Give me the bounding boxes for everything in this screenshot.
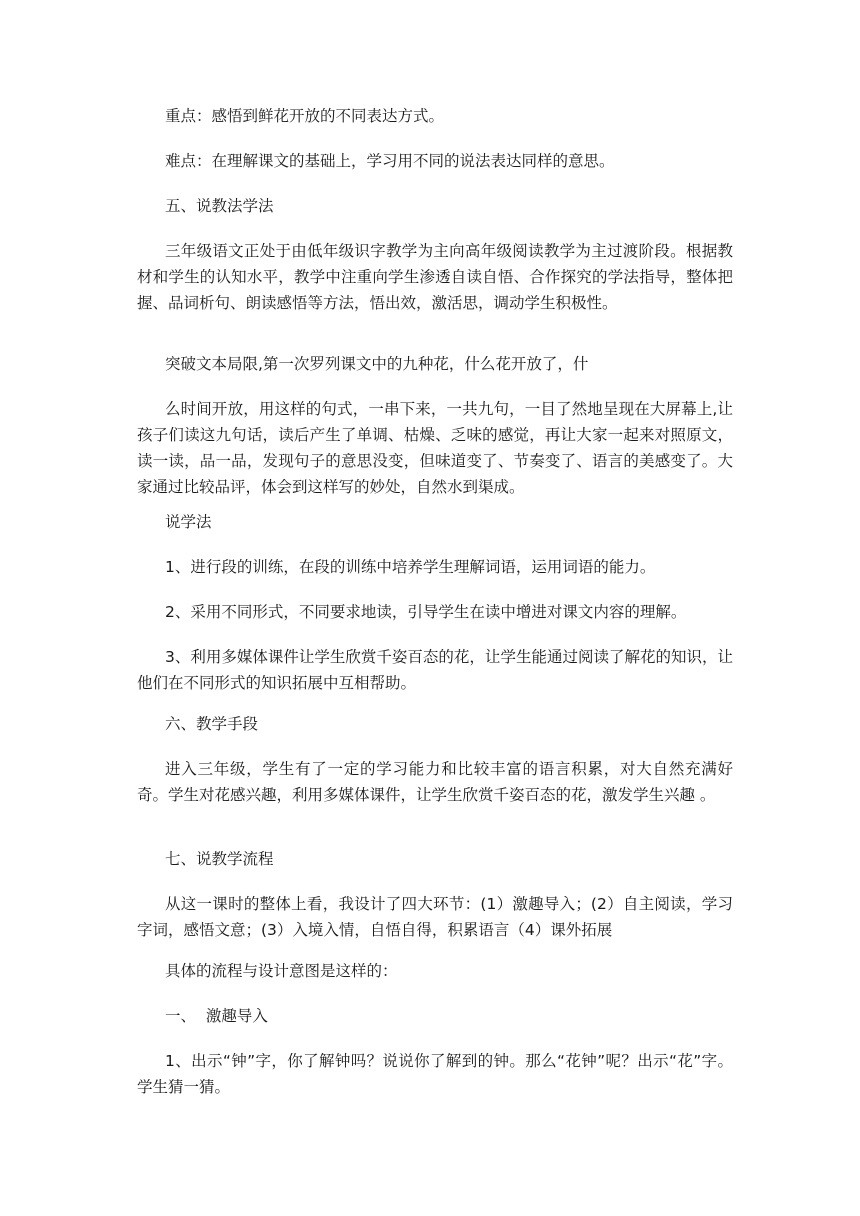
paragraph-teaching-methods: 三年级语文正处于由低年级识字教学为主向高年级阅读教学为主过渡阶段。根据教材和学生的认知水平，教学中注重向学生渗透自读自悟、合作探究的学法指导，整体把握、品词析句、朗读感悟等方法，悟出效，激活思，调动学生积极性。 (137, 242, 733, 312)
section-heading-teaching-methods: 五、说教法学法 (165, 197, 274, 215)
subheading-stimulate-interest: 一、 激趣导入 (165, 1007, 268, 1025)
paragraph-show-clock-character: 1、出示“钟”字，你了解钟吗？说说你了解到的钟。那么“花钟”呢？出示“花”字。学生猜一猜。 (137, 1052, 733, 1096)
paragraph-learning-method-1: 1、进行段的训练，在段的训练中培养学生理解词语，运用词语的能力。 (165, 558, 656, 576)
paragraph-difficult-point: 难点：在理解课文的基础上，学习用不同的说法表达同样的意思。 (165, 152, 615, 170)
paragraph-process-intro: 具体的流程与设计意图是这样的： (165, 962, 398, 980)
paragraph-four-stages: 从这一课时的整体上看，我设计了四大环节：(1）激趣导入；(2）自主阅读，学习字词，感悟文意；(3）入境入情，自悟自得，积累语言（4）课外拓展 (137, 895, 733, 939)
paragraph-learning-method-3: 3、利用多媒体课件让学生欣赏千姿百态的花，让学生能通过阅读了解花的知识，让他们在不同形式的知识拓展中互相帮助。 (137, 648, 733, 692)
paragraph-teaching-means: 进入三年级，学生有了一定的学习能力和比较丰富的语言积累，对大自然充满好奇。学生对花感兴趣，利用多媒体课件，让学生欣赏千姿百态的花，激发学生兴趣 。 (137, 760, 733, 804)
paragraph-key-point: 重点：感悟到鲜花开放的不同表达方式。 (165, 107, 445, 125)
section-heading-teaching-process: 七、说教学流程 (165, 850, 274, 868)
subheading-learning-methods: 说学法 (165, 513, 212, 531)
paragraph-nine-sentences: 么时间开放，用这样的句式，一串下来，一共九句，一目了然地呈现在大屏幕上,让孩子们读这九句话，读后产生了单调、枯燥、乏味的感觉，再让大家一起来对照原文，读一读，品一品，发现句子的意思没变，但味道变了、节奏变了、语言的美感变了。大家通过比较品评，体会到这样写的妙处，自然水到渠成。 (137, 400, 733, 496)
paragraph-break-text-limits: 突破文本局限,第一次罗列课文中的九种花，什么花开放了，什 (165, 355, 589, 373)
paragraph-learning-method-2: 2、采用不同形式，不同要求地读，引导学生在读中增进对课文内容的理解。 (165, 603, 687, 621)
section-heading-teaching-means: 六、教学手段 (165, 715, 259, 733)
